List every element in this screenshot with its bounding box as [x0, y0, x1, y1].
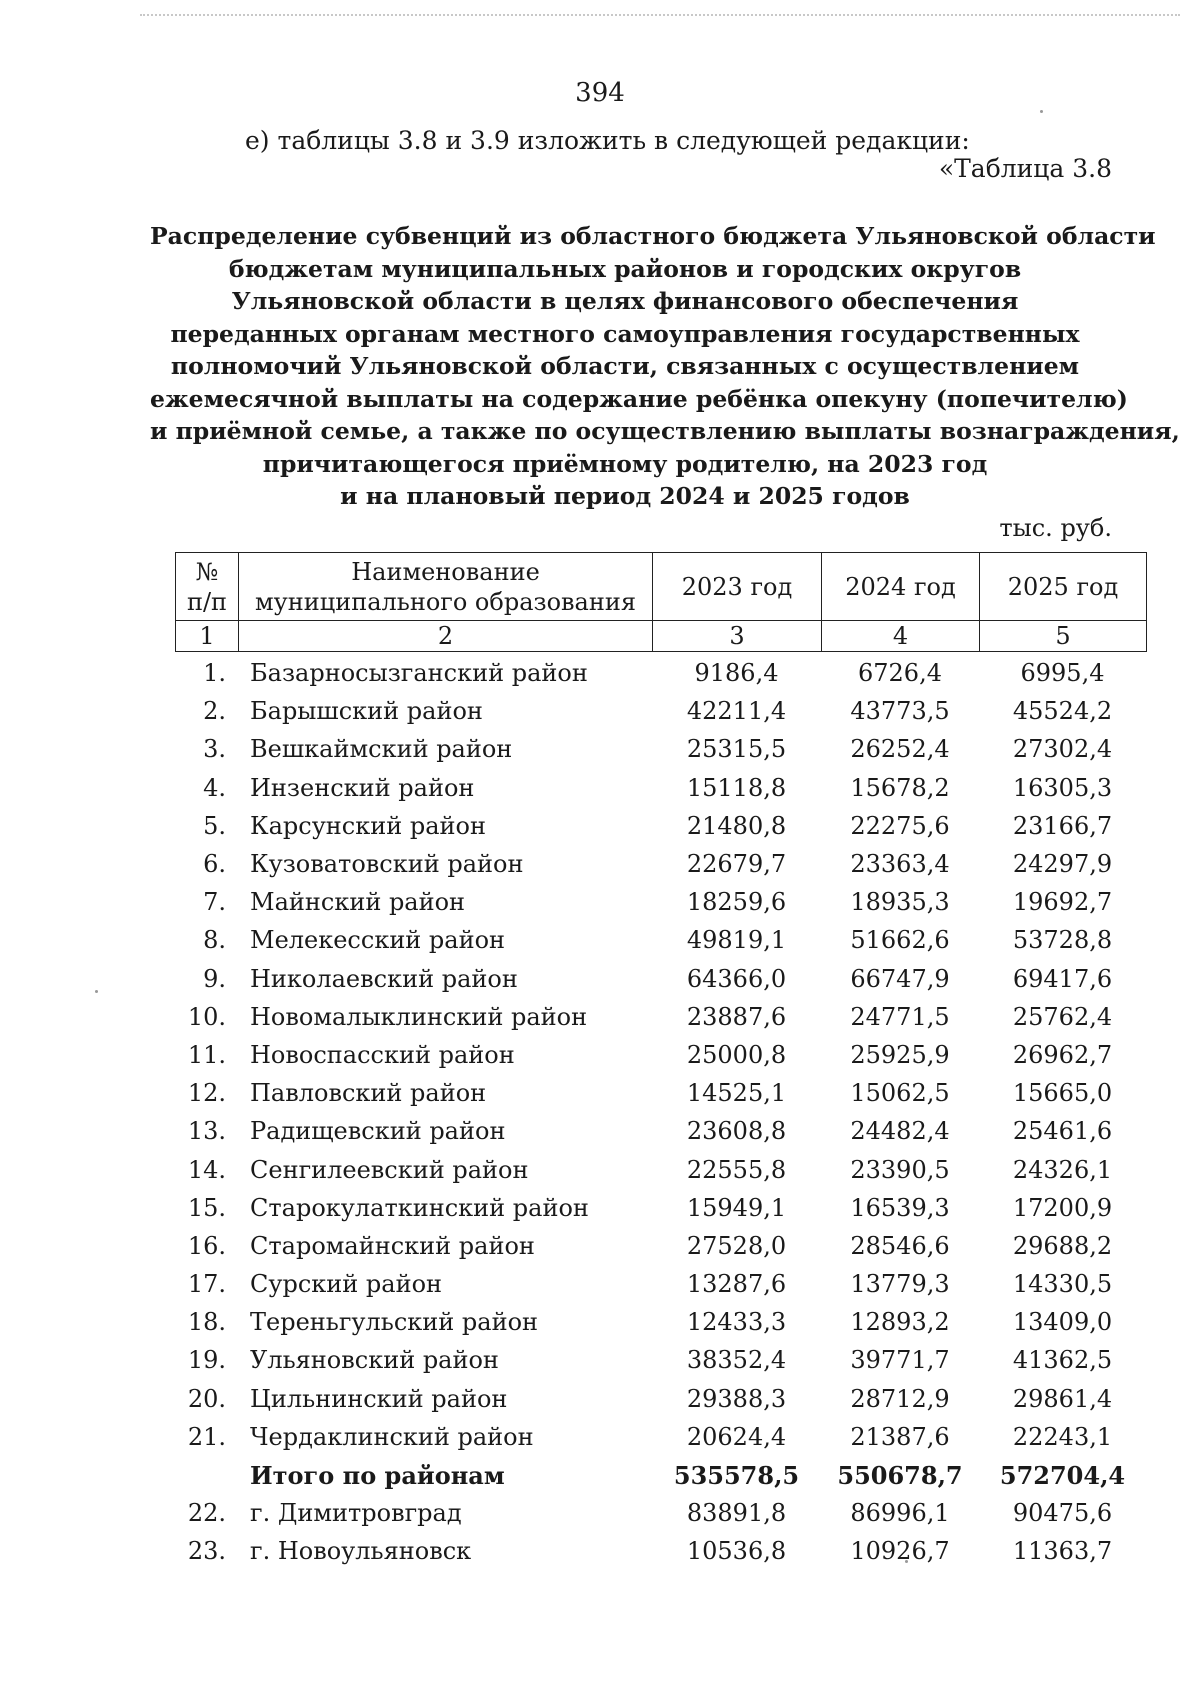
value-2023: 18259,6 — [686, 888, 787, 917]
value-2025: 25461,6 — [1012, 1117, 1113, 1146]
value-2025: 45524,2 — [1012, 697, 1113, 726]
value-2024: 18935,3 — [850, 888, 950, 917]
value-2024: 43773,5 — [850, 697, 950, 726]
row-name: Ульяновский район — [250, 1346, 499, 1375]
value-2023: 42211,4 — [686, 697, 787, 726]
value-2024: 39771,7 — [850, 1346, 950, 1375]
table-row — [175, 1150, 1146, 1188]
table-row — [175, 730, 1146, 768]
value-2023: 22679,7 — [686, 850, 787, 879]
table-row — [175, 921, 1146, 959]
value-2025: 90475,6 — [1012, 1499, 1113, 1528]
value-2023: 64366,0 — [686, 964, 787, 993]
value-2025: 24297,9 — [1012, 850, 1113, 879]
value-2025: 29688,2 — [1012, 1231, 1113, 1260]
header-2024: 2024 год — [822, 553, 980, 621]
table-row — [175, 998, 1146, 1036]
row-name: Павловский район — [250, 1079, 487, 1108]
document-title — [150, 220, 1180, 513]
value-2024: 51662,6 — [850, 926, 950, 955]
header-name-line: Наименование — [351, 557, 540, 586]
value-2024: 15062,5 — [850, 1079, 950, 1108]
row-number: 15. — [187, 1193, 226, 1222]
value-2025: 15665,0 — [1012, 1079, 1113, 1108]
header-name-cell — [239, 553, 653, 621]
row-number: 20. — [187, 1384, 226, 1413]
row-number: 11. — [187, 1040, 226, 1069]
column-number: 1 — [176, 621, 239, 652]
value-2025: 13409,0 — [1012, 1308, 1113, 1337]
value-2024: 550678,7 — [837, 1460, 963, 1490]
value-2023: 10536,8 — [686, 1537, 787, 1566]
value-2025: 16305,3 — [1012, 773, 1113, 802]
row-number: 2. — [203, 697, 226, 726]
header-num-line: п/п — [186, 587, 228, 616]
value-2025: 17200,9 — [1012, 1193, 1113, 1222]
value-2023: 25000,8 — [686, 1040, 787, 1069]
value-2023: 21480,8 — [686, 811, 787, 840]
header-row — [176, 553, 1147, 621]
header-num-line: № — [195, 557, 219, 586]
row-number: 6. — [203, 850, 226, 879]
header-name-line: муниципального образования — [255, 587, 636, 616]
value-2023: 27528,0 — [686, 1231, 787, 1260]
value-2023: 49819,1 — [686, 926, 787, 955]
value-2025: 22243,1 — [1012, 1422, 1113, 1451]
table-body — [175, 654, 1146, 1571]
value-2023: 13287,6 — [686, 1270, 787, 1299]
table-row — [175, 1036, 1146, 1074]
value-2023: 15949,1 — [686, 1193, 787, 1222]
value-2025: 23166,7 — [1012, 811, 1113, 840]
value-2025: 53728,8 — [1012, 926, 1113, 955]
value-2023: 83891,8 — [686, 1499, 787, 1528]
table-row — [175, 807, 1146, 845]
value-2023: 29388,3 — [686, 1384, 787, 1413]
value-2025: 69417,6 — [1012, 964, 1113, 993]
value-2023: 15118,8 — [686, 773, 787, 802]
value-2024: 23390,5 — [850, 1155, 950, 1184]
column-number: 5 — [980, 621, 1147, 652]
column-number-row — [176, 621, 1147, 652]
value-2024: 16539,3 — [850, 1193, 950, 1222]
table-row — [175, 654, 1146, 692]
table-row — [175, 1418, 1146, 1456]
value-2023: 23608,8 — [686, 1117, 787, 1146]
row-name: Тереньгульский район — [250, 1308, 539, 1337]
row-number: 16. — [187, 1231, 226, 1260]
title-line: ежемесячной выплаты на содержание ребёнка опекуну (попечителю) — [150, 384, 1128, 413]
header-num-cell — [176, 553, 239, 621]
title-line: причитающегося приёмному родителю, на 2023 год — [262, 449, 988, 478]
total-row — [175, 1456, 1146, 1494]
row-name: Старокулаткинский район — [250, 1193, 589, 1222]
row-number: 12. — [187, 1079, 226, 1108]
title-line: Ульяновской области в целях финансового обеспечения — [231, 287, 1019, 315]
table-label: «Таблица 3.8 — [938, 154, 1112, 183]
table-row — [175, 883, 1146, 921]
table-row — [175, 1189, 1146, 1227]
value-2025: 11363,7 — [1012, 1537, 1113, 1566]
value-2023: 535578,5 — [673, 1460, 800, 1490]
value-2025: 25762,4 — [1012, 1002, 1113, 1031]
row-number: 23. — [187, 1537, 226, 1566]
table-row — [175, 845, 1146, 883]
table-row — [175, 1380, 1146, 1418]
value-2024: 6726,4 — [858, 659, 942, 688]
row-number: 10. — [187, 1002, 226, 1031]
column-number: 4 — [822, 621, 980, 652]
row-name: Кузоватовский район — [250, 850, 524, 879]
row-name: Николаевский район — [250, 964, 518, 993]
value-2024: 24482,4 — [850, 1117, 950, 1146]
value-2024: 25925,9 — [850, 1040, 950, 1069]
column-number: 2 — [239, 621, 653, 652]
row-number: 21. — [187, 1422, 226, 1451]
row-name: Новомалыклинский район — [250, 1002, 588, 1031]
row-name: Мелекесский район — [250, 926, 506, 955]
table-header — [175, 552, 1147, 652]
row-name: Инзенский район — [250, 773, 475, 802]
table-row — [175, 1303, 1146, 1341]
value-2024: 28712,9 — [850, 1384, 950, 1413]
row-number: 4. — [203, 773, 226, 802]
value-2024: 15678,2 — [850, 773, 950, 802]
value-2024: 23363,4 — [850, 850, 950, 879]
value-2024: 22275,6 — [850, 811, 950, 840]
value-2024: 24771,5 — [850, 1002, 950, 1031]
value-2024: 10926,7 — [850, 1537, 950, 1566]
title-line: Распределение субвенций из областного бюджета Ульяновской области — [150, 222, 1156, 250]
value-2024: 28546,6 — [850, 1231, 950, 1260]
title-line: бюджетам муниципальных районов и городских округов — [228, 254, 1022, 283]
value-2025: 26962,7 — [1012, 1040, 1113, 1069]
value-2024: 21387,6 — [850, 1422, 950, 1451]
value-2023: 12433,3 — [686, 1308, 787, 1337]
row-name: г. Димитровград — [250, 1499, 462, 1528]
table-row — [175, 1074, 1146, 1112]
row-name: Вешкаймский район — [250, 735, 513, 764]
scan-speck — [1040, 110, 1043, 113]
intro-text: е) таблицы 3.8 и 3.9 изложить в следующей редакции: — [245, 126, 970, 155]
row-name: Цильнинский район — [250, 1384, 508, 1413]
table-row — [175, 1227, 1146, 1265]
value-2025: 19692,7 — [1012, 888, 1113, 917]
value-2025: 41362,5 — [1012, 1346, 1113, 1375]
row-name: Новоспасский район — [250, 1040, 515, 1069]
data-table — [175, 654, 1146, 1571]
row-name: Чердаклинский район — [250, 1422, 534, 1451]
row-name: Базарносызганский район — [250, 659, 588, 688]
row-name: Майнский район — [250, 888, 466, 917]
scan-speck — [95, 990, 98, 993]
row-number: 1. — [203, 659, 226, 688]
row-number: 13. — [187, 1117, 226, 1146]
row-number: 22. — [187, 1499, 226, 1528]
row-number: 18. — [187, 1308, 226, 1337]
table-row — [175, 1494, 1146, 1532]
row-number: 9. — [203, 964, 226, 993]
table-row — [175, 769, 1146, 807]
row-number: 7. — [203, 888, 226, 917]
row-name: Старомайнский район — [250, 1231, 535, 1260]
title-line: и приёмной семье, а также по осуществлению выплаты вознаграждения, — [150, 417, 1180, 445]
value-2025: 27302,4 — [1012, 735, 1113, 764]
row-number: 5. — [203, 811, 226, 840]
row-name: г. Новоульяновск — [250, 1537, 472, 1566]
row-name: Карсунский район — [250, 811, 486, 840]
header-2023: 2023 год — [653, 553, 822, 621]
value-2023: 38352,4 — [686, 1346, 787, 1375]
value-2024: 12893,2 — [850, 1308, 950, 1337]
value-2024: 66747,9 — [850, 964, 950, 993]
value-2023: 14525,1 — [686, 1079, 787, 1108]
row-name: Сурский район — [250, 1270, 443, 1299]
table-row — [175, 1532, 1146, 1570]
value-2023: 23887,6 — [686, 1002, 787, 1031]
units-label: тыс. руб. — [999, 514, 1112, 542]
table-row — [175, 960, 1146, 998]
column-number: 3 — [653, 621, 822, 652]
row-name: Барышский район — [250, 697, 483, 726]
row-name: Итого по районам — [250, 1460, 505, 1490]
page-number: 394 — [575, 78, 625, 108]
table-row — [175, 1112, 1146, 1150]
value-2024: 13779,3 — [850, 1270, 950, 1299]
header-2025: 2025 год — [980, 553, 1147, 621]
value-2023: 25315,5 — [686, 735, 787, 764]
value-2025: 24326,1 — [1012, 1155, 1113, 1184]
value-2025: 14330,5 — [1012, 1270, 1113, 1299]
value-2024: 26252,4 — [850, 735, 950, 764]
value-2024: 86996,1 — [850, 1499, 950, 1528]
table-row — [175, 1341, 1146, 1379]
title-line: полномочий Ульяновской области, связанных с осуществлением — [170, 352, 1080, 380]
value-2023: 22555,8 — [686, 1155, 787, 1184]
title-line: и на плановый период 2024 и 2025 годов — [340, 482, 910, 510]
row-number: 14. — [187, 1155, 226, 1184]
row-number — [175, 1456, 238, 1494]
table-row — [175, 1265, 1146, 1303]
title-line: переданных органам местного самоуправления государственных — [170, 319, 1080, 348]
row-number: 8. — [203, 926, 226, 955]
value-2023: 20624,4 — [686, 1422, 787, 1451]
value-2023: 9186,4 — [694, 659, 779, 688]
row-number: 19. — [187, 1346, 226, 1375]
value-2025: 6995,4 — [1020, 659, 1105, 688]
row-number: 3. — [203, 735, 226, 764]
row-number: 17. — [187, 1270, 226, 1299]
table-row — [175, 692, 1146, 730]
scan-noise-line — [140, 14, 1180, 18]
value-2025: 572704,4 — [999, 1460, 1126, 1490]
value-2025: 29861,4 — [1012, 1384, 1113, 1413]
row-name: Радищевский район — [250, 1117, 506, 1146]
row-name: Сенгилеевский район — [250, 1155, 529, 1184]
